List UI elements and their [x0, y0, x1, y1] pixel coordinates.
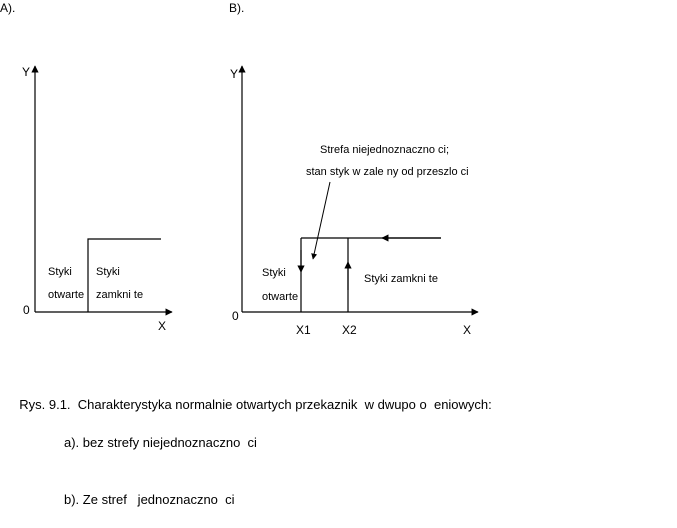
panel-a-closed-label-2: zamkni te: [96, 289, 144, 301]
panel-b-annotation-line-1: Strefa niejednoznaczno ci;: [320, 144, 450, 156]
panel-a-open-label-2: otwarte: [48, 289, 85, 301]
panel-a: [0, 1, 172, 333]
caption-item-a: a). bez strefy niejednoznaczno ci: [64, 435, 257, 450]
panel-a-label: A).: [0, 1, 16, 15]
figure-caption: [12, 376, 492, 528]
caption-item-b: b). Ze stref jednoznaczno ci: [64, 492, 235, 507]
panel-b-y-axis-label: Y: [230, 67, 239, 81]
panel-b-open-label-1: Styki: [262, 267, 286, 279]
panel-b-open-label-2: otwarte: [262, 291, 299, 303]
panel-b-closed-label: Styki zamkni te: [364, 273, 438, 285]
panel-b-x1-label: X1: [296, 323, 311, 337]
panel-b: [229, 1, 478, 337]
panel-b-annotation-arrow: [313, 182, 330, 259]
panel-b-x2-label: X2: [342, 323, 357, 337]
panel-b-label: B).: [229, 1, 245, 15]
panel-b-annotation-line-2: stan styk w zale ny od przeszlo ci: [306, 166, 469, 178]
panel-a-closed-label-1: Styki: [96, 266, 120, 278]
panel-a-origin-label: 0: [23, 303, 30, 317]
panel-b-origin-label: 0: [232, 309, 239, 323]
caption-title: Rys. 9.1. Charakterystyka normalnie otwartych przekaznik w dwupo o eniowych:: [19, 397, 492, 412]
panel-a-x-axis-label: X: [158, 319, 167, 333]
panel-a-open-label-1: Styki: [48, 266, 72, 278]
panel-a-y-axis-label: Y: [22, 65, 31, 79]
panel-b-x-axis-label: X: [463, 323, 472, 337]
